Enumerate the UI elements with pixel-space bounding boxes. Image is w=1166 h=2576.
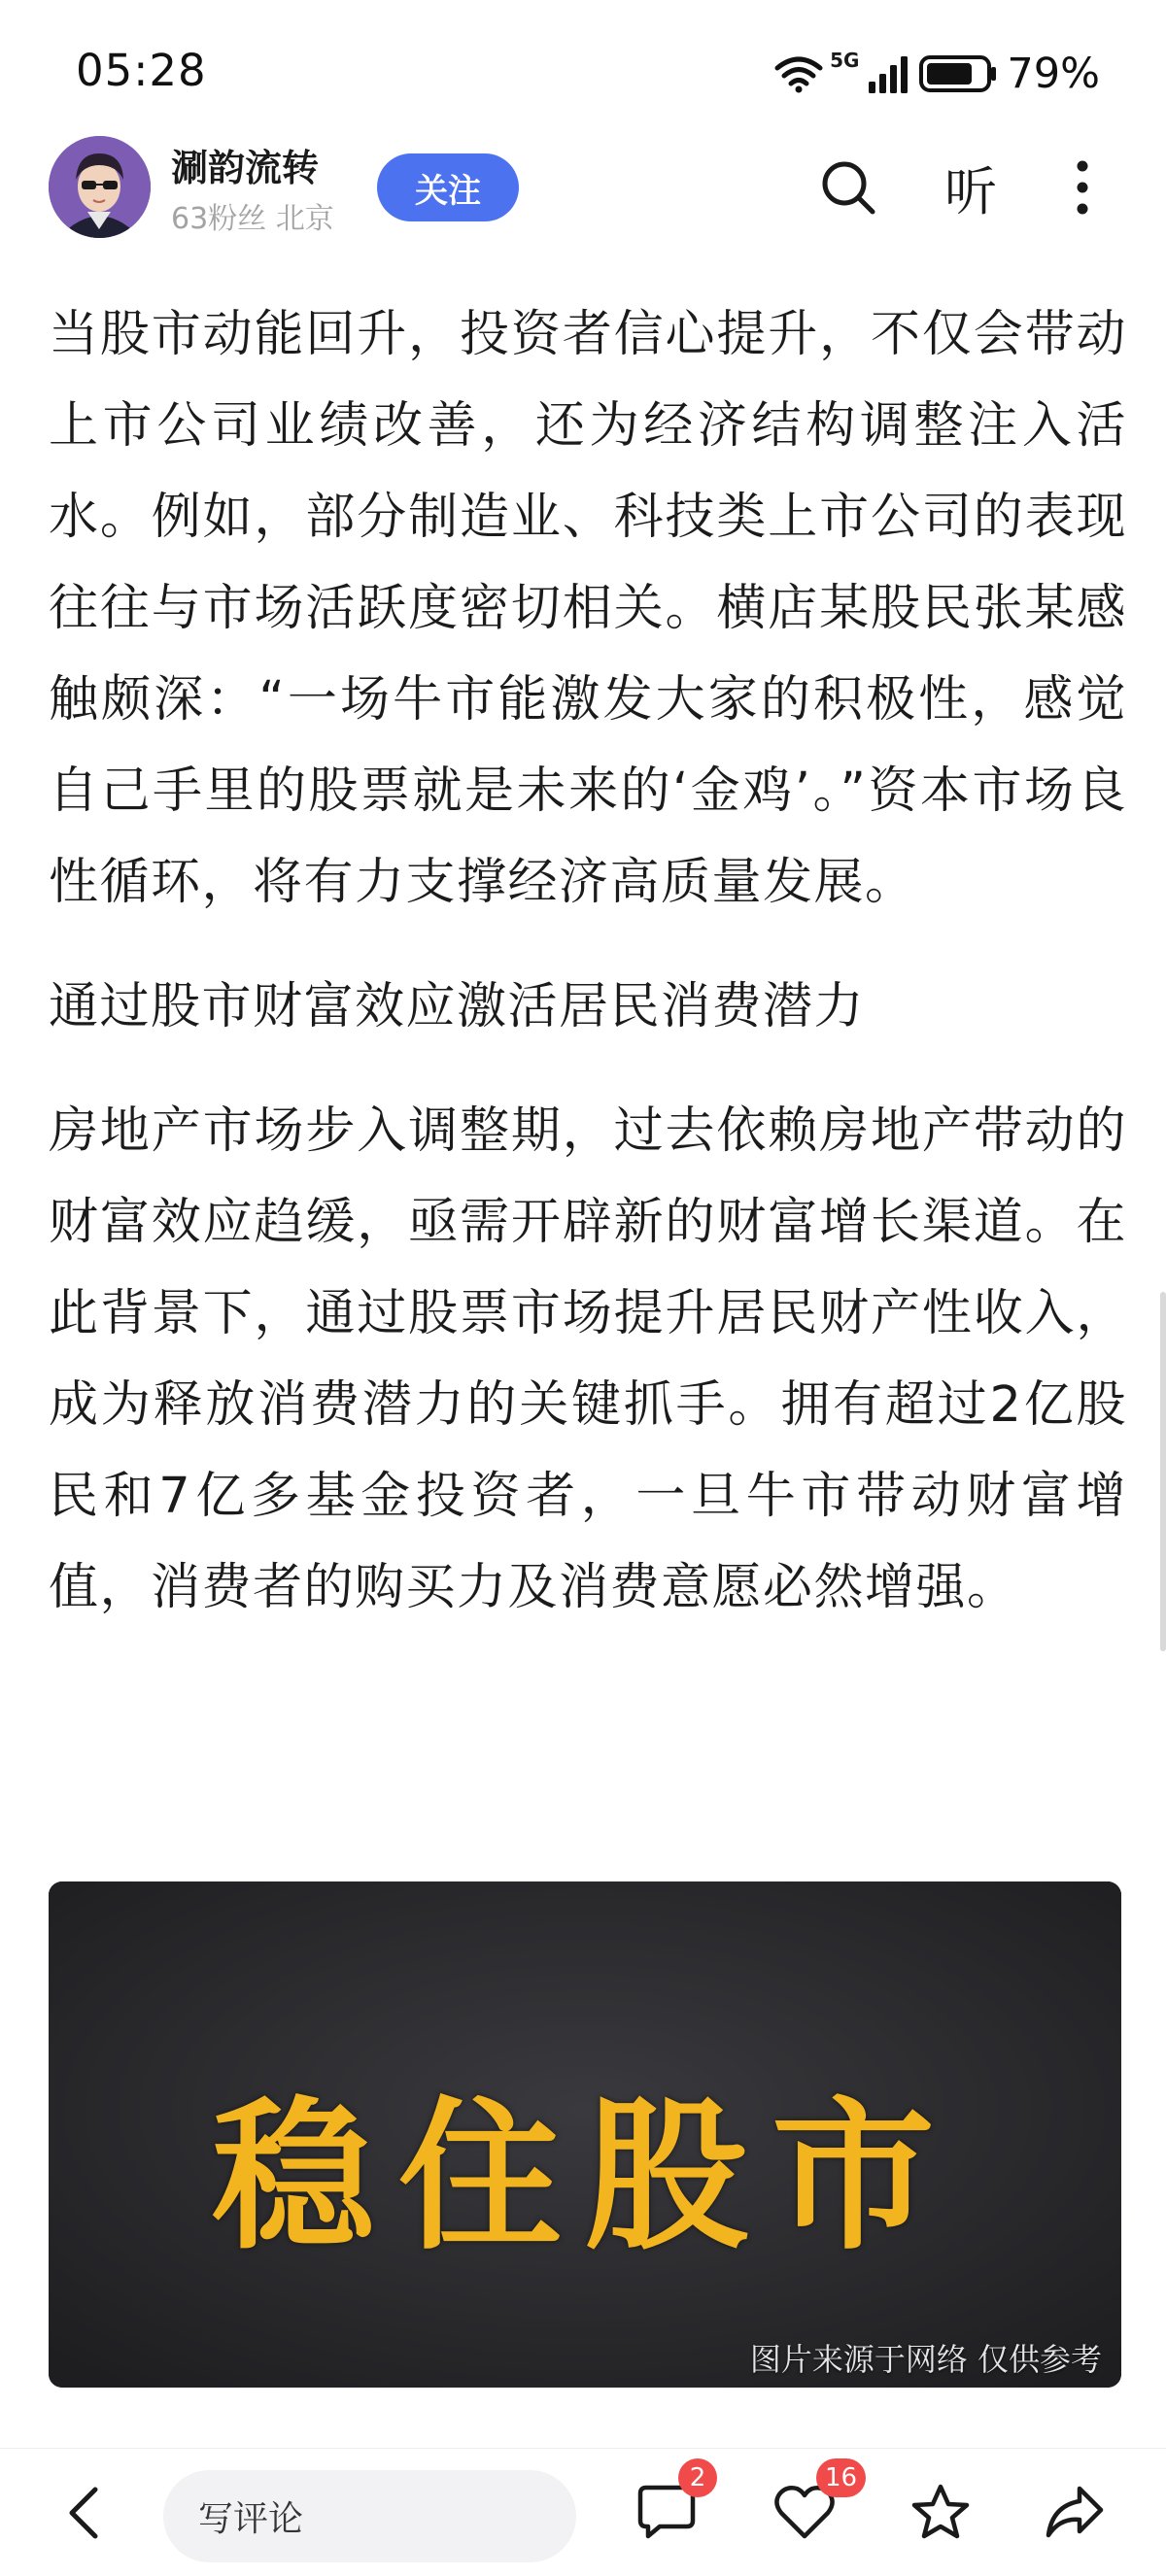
- back-button[interactable]: [56, 2484, 111, 2542]
- avatar-image: [49, 136, 151, 238]
- comments-button[interactable]: [630, 2463, 706, 2546]
- more-icon: [1076, 158, 1089, 217]
- signal-icon: [869, 54, 909, 93]
- comment-count-badge: 2: [678, 2458, 717, 2497]
- author-meta: 63粉丝 北京: [171, 202, 334, 236]
- article-body: [49, 289, 1127, 1634]
- status-bar: [0, 0, 1166, 146]
- search-button[interactable]: [814, 153, 882, 221]
- share-icon: [1045, 2485, 1105, 2539]
- share-button[interactable]: [1038, 2478, 1112, 2546]
- article-paragraph: 当股市动能回升，投资者信心提升，不仅会带动上市公司业绩改善，还为经济结构调整注入活水。例如，部分制造业、科技类上市公司的表现往往与市场活跃度密切相关。横店某股民张某感触颇深：“一场牛市能激发大家的积极性，感觉自己手里的股票就是未来的‘金鸡’。”资本市场良性循环，将有力支撑经济高质量发展。: [49, 306, 1127, 911]
- image-caption: 图片来源于网络 仅供参考: [749, 2341, 1102, 2378]
- star-icon: [910, 2483, 971, 2541]
- article-header: [0, 136, 1166, 243]
- author-name[interactable]: 涮韵流转: [171, 147, 320, 189]
- battery-icon: [919, 54, 997, 93]
- follow-button[interactable]: 关注: [377, 153, 519, 221]
- network-type-label: 5G: [830, 49, 860, 72]
- listen-button[interactable]: [935, 153, 1007, 221]
- comment-input[interactable]: 写评论: [163, 2470, 576, 2562]
- image-headline: 稳住股市: [212, 2080, 958, 2272]
- article-paragraph: 房地产市场步入调整期，过去依赖房地产带动的财富效应趋缓，亟需开辟新的财富增长渠道。在此背景下，通过股票市场提升居民财产性收入，成为释放消费潜力的关键抓手。拥有超过2亿股民和7亿多基金投资者，一旦牛市带动财富增值，消费者的购买力及消费意愿必然增强。: [49, 1102, 1127, 1616]
- back-arrow-icon: [66, 2484, 101, 2542]
- battery-percent: 79%: [1007, 50, 1100, 98]
- like-count-badge: 16: [816, 2458, 866, 2497]
- article-image[interactable]: [49, 1881, 1121, 2388]
- listen-label: 听: [944, 160, 997, 222]
- article-subheading: 通过股市财富效应激活居民消费潜力: [49, 978, 866, 1035]
- scroll-indicator[interactable]: [1160, 1292, 1166, 1651]
- search-icon: [819, 158, 877, 217]
- more-button[interactable]: [1063, 153, 1102, 221]
- bottom-action-bar: [0, 2448, 1166, 2576]
- favorite-button[interactable]: [904, 2478, 977, 2546]
- like-button[interactable]: [768, 2463, 858, 2546]
- wifi-icon: [773, 54, 824, 93]
- author-avatar[interactable]: [49, 136, 151, 238]
- status-time: 05:28: [76, 45, 207, 96]
- status-indicators: [764, 47, 1100, 101]
